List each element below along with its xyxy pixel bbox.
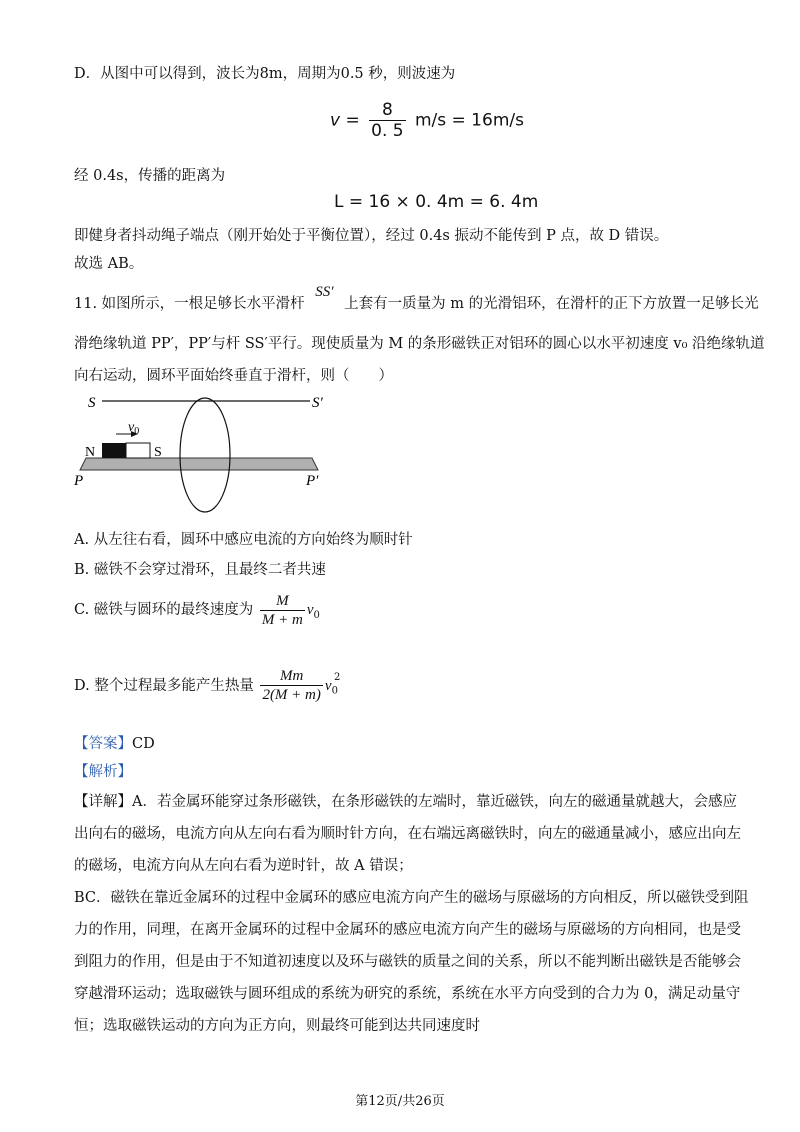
detail-line-1: 【详解】A．若金属环能穿过条形磁铁，在条形磁铁的左端时，靠近磁铁，向左的磁通量就越大，会感应 <box>74 794 737 810</box>
distance-equation: L = 16 × 0. 4m = 6. 4m <box>334 192 539 212</box>
answer-line <box>74 734 155 754</box>
q11-line3: 向右运动，圆环平面始终垂直于滑杆，则（ ） <box>74 368 393 384</box>
answer-label: 【答案】 <box>74 736 132 752</box>
q11-line1 <box>74 284 759 314</box>
magnet-ring-figure <box>70 388 340 518</box>
option-c-num: M <box>276 592 289 609</box>
option-d-line3: 即健身者抖动绳子端点（刚开始处于平衡位置），经过 0.4s 振动不能传到 P 点，故 D 错误。 <box>74 228 669 244</box>
option-a: A. 从左往右看，圆环中感应电流的方向始终为顺时针 <box>74 532 413 548</box>
eq1-numerator: 8 <box>381 100 393 120</box>
option-d-sup: 2 <box>333 672 341 683</box>
option-d-num: Mm <box>280 668 304 685</box>
eq1-lhs: v = <box>330 110 360 131</box>
magnet-s-pole <box>126 443 150 458</box>
option-b: B. 磁铁不会穿过滑环，且最终二者共速 <box>74 562 326 578</box>
page-footer: 第12页/共26页 <box>355 1094 445 1109</box>
track <box>80 458 318 470</box>
option-d-sub: 0 <box>331 685 338 697</box>
option-d-fraction <box>260 667 322 704</box>
q11-line2: 滑绝缘轨道 PP′，PP′与杆 SS′平行。现使质量为 M 的条形磁铁正对铝环的圆心以水平初速度 v₀ 沿绝缘轨道 <box>74 336 765 352</box>
answer-value: CD <box>132 736 155 752</box>
analysis-label: 【解析】 <box>74 764 132 780</box>
option-c-fraction <box>260 592 305 629</box>
label-s: S <box>88 395 96 411</box>
eq1-denominator: 0. 5 <box>371 121 404 141</box>
option-d-v: v <box>324 677 332 694</box>
option-d-den: 2(M + m) <box>262 687 321 704</box>
detail-line-2: 出向右的磁场，电流方向从左向右看为顺时针方向，在右端远离磁铁时，向左的磁通量减小，感应出向左 <box>74 826 741 842</box>
option-d <box>74 660 344 704</box>
detail-line-4: BC．磁铁在靠近金属环的过程中金属环的感应电流方向产生的磁场与原磁场的方向相反，所以磁铁受到阻 <box>74 890 749 906</box>
rod-label: SS′ <box>315 284 334 300</box>
label-p-prime: P′ <box>306 473 319 489</box>
detail-line-6: 到阻力的作用，但是由于不知道初速度以及环与磁铁的质量之间的关系，所以不能判断出磁铁是否能够会 <box>74 954 741 970</box>
label-n: N <box>85 445 96 460</box>
option-d-line4: 故选 AB。 <box>74 256 144 272</box>
option-d-line2: 经 0.4s，传播的距离为 <box>74 168 226 184</box>
wave-speed-equation <box>330 100 524 141</box>
label-s-pole: S <box>154 445 162 460</box>
detail-line-7: 穿越滑环运动；选取磁铁与圆环组成的系统为研究的系统，系统在水平方向受到的合力为 0，满足动量守 <box>74 986 741 1002</box>
option-c-den: M + m <box>261 611 303 628</box>
option-c-v: v <box>306 602 314 618</box>
detail-line-5: 力的作用，同理，在离开金属环的过程中金属环的感应电流方向产生的磁场与原磁场的方向相同，也是受 <box>74 922 741 938</box>
q11-line1a: 11. 如图所示，一根足够长水平滑杆 <box>74 296 305 312</box>
label-s-prime: S′ <box>312 395 323 411</box>
option-c <box>74 590 320 630</box>
option-c-text: C. 磁铁与圆环的最终速度为 <box>74 602 254 618</box>
option-d-text: D. 整个过程最多能产生热量 <box>74 677 254 694</box>
q11-line1b: 上套有一质量为 m 的光滑铝环，在滑杆的正下方放置一足够长光 <box>344 296 759 312</box>
magnet-n-pole <box>102 443 126 458</box>
option-c-sub: 0 <box>313 609 320 621</box>
label-p: P <box>74 473 84 489</box>
aluminum-ring <box>180 398 230 512</box>
eq1-fraction <box>369 100 405 141</box>
label-v0: $v_0$ <box>128 420 140 437</box>
detail-line-8: 恒；选取磁铁运动的方向为正方向，则最终可能到达共同速度时 <box>74 1018 480 1034</box>
option-d-line1: D．从图中可以得到，波长为8m，周期为0.5 秒，则波速为 <box>74 66 456 82</box>
detail-line-3: 的磁场，电流方向从左向右看为逆时针，故 A 错误； <box>74 858 413 874</box>
eq1-rhs: m/s = 16m/s <box>414 110 524 131</box>
